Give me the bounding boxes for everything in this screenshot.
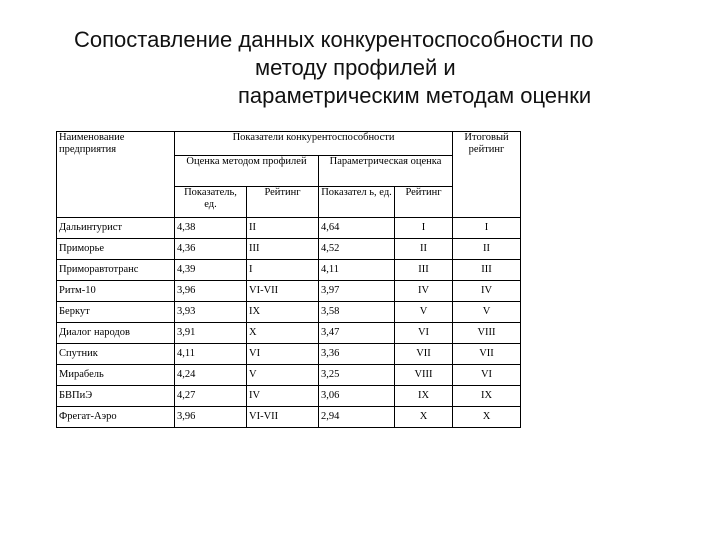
profile-rank-cell: VI-VII (247, 281, 319, 302)
header-profile-method: Оценка методом профилей (175, 156, 319, 187)
param-rank-cell: I (395, 218, 453, 239)
final-rating-cell: VIII (453, 323, 521, 344)
profile-value-cell: 4,38 (175, 218, 247, 239)
company-name-cell: Спутник (57, 344, 175, 365)
final-rating-cell: IV (453, 281, 521, 302)
param-value-cell: 4,64 (319, 218, 395, 239)
profile-value-cell: 4,11 (175, 344, 247, 365)
table-row (57, 239, 521, 260)
title-line-3: параметрическим методам оценки (238, 83, 592, 108)
title-line-1: Сопоставление данных конкурентоспособности по (74, 27, 594, 52)
table-row (57, 344, 521, 365)
header-param-value: Показател ь, ед. (319, 187, 395, 218)
header-param-rank: Рейтинг (395, 187, 453, 218)
company-name-cell: БВПиЭ (57, 386, 175, 407)
final-rating-cell: II (453, 239, 521, 260)
profile-value-cell: 3,96 (175, 407, 247, 428)
param-value-cell: 3,47 (319, 323, 395, 344)
company-name-cell: Диалог народов (57, 323, 175, 344)
profile-rank-cell: VI (247, 344, 319, 365)
final-rating-cell: VI (453, 365, 521, 386)
table-row (57, 218, 521, 239)
profile-value-cell: 3,91 (175, 323, 247, 344)
company-name-cell: Дальинтурист (57, 218, 175, 239)
param-rank-cell: IV (395, 281, 453, 302)
param-rank-cell: II (395, 239, 453, 260)
profile-rank-cell: X (247, 323, 319, 344)
table-row (57, 365, 521, 386)
param-value-cell: 3,36 (319, 344, 395, 365)
param-value-cell: 3,97 (319, 281, 395, 302)
param-value-cell: 3,58 (319, 302, 395, 323)
param-rank-cell: V (395, 302, 453, 323)
param-value-cell: 3,06 (319, 386, 395, 407)
final-rating-cell: III (453, 260, 521, 281)
profile-rank-cell: II (247, 218, 319, 239)
param-value-cell: 4,52 (319, 239, 395, 260)
table-row (57, 323, 521, 344)
param-value-cell: 4,11 (319, 260, 395, 281)
profile-value-cell: 4,24 (175, 365, 247, 386)
param-value-cell: 2,94 (319, 407, 395, 428)
header-profile-value: Показатель, ед. (175, 187, 247, 218)
param-rank-cell: VIII (395, 365, 453, 386)
final-rating-cell: I (453, 218, 521, 239)
param-rank-cell: III (395, 260, 453, 281)
profile-value-cell: 3,96 (175, 281, 247, 302)
table-row (57, 407, 521, 428)
param-rank-cell: VI (395, 323, 453, 344)
header-final-rating: Итоговый рейтинг (453, 132, 521, 218)
final-rating-cell: IX (453, 386, 521, 407)
final-rating-cell: X (453, 407, 521, 428)
profile-rank-cell: V (247, 365, 319, 386)
profile-rank-cell: IX (247, 302, 319, 323)
company-name-cell: Приморье (57, 239, 175, 260)
param-value-cell: 3,25 (319, 365, 395, 386)
profile-value-cell: 4,27 (175, 386, 247, 407)
title-line-2: методу профилей и (255, 55, 456, 80)
profile-value-cell: 3,93 (175, 302, 247, 323)
profile-rank-cell: VI-VII (247, 407, 319, 428)
header-profile-rank: Рейтинг (247, 187, 319, 218)
profile-rank-cell: IV (247, 386, 319, 407)
table-row (57, 260, 521, 281)
competitiveness-table (56, 131, 521, 428)
profile-value-cell: 4,39 (175, 260, 247, 281)
final-rating-cell: VII (453, 344, 521, 365)
company-name-cell: Ритм-10 (57, 281, 175, 302)
company-name-cell: Беркут (57, 302, 175, 323)
company-name-cell: Мирабель (57, 365, 175, 386)
table-row (57, 281, 521, 302)
profile-value-cell: 4,36 (175, 239, 247, 260)
company-name-cell: Фрегат-Аэро (57, 407, 175, 428)
param-rank-cell: X (395, 407, 453, 428)
final-rating-cell: V (453, 302, 521, 323)
table-row (57, 302, 521, 323)
table-row (57, 386, 521, 407)
header-company: Наименование предприятия (57, 132, 175, 218)
header-parametric: Параметрическая оценка (319, 156, 453, 187)
header-indicators: Показатели конкурентоспособности (175, 132, 453, 156)
company-name-cell: Приморавтотранс (57, 260, 175, 281)
profile-rank-cell: III (247, 239, 319, 260)
param-rank-cell: VII (395, 344, 453, 365)
profile-rank-cell: I (247, 260, 319, 281)
param-rank-cell: IX (395, 386, 453, 407)
